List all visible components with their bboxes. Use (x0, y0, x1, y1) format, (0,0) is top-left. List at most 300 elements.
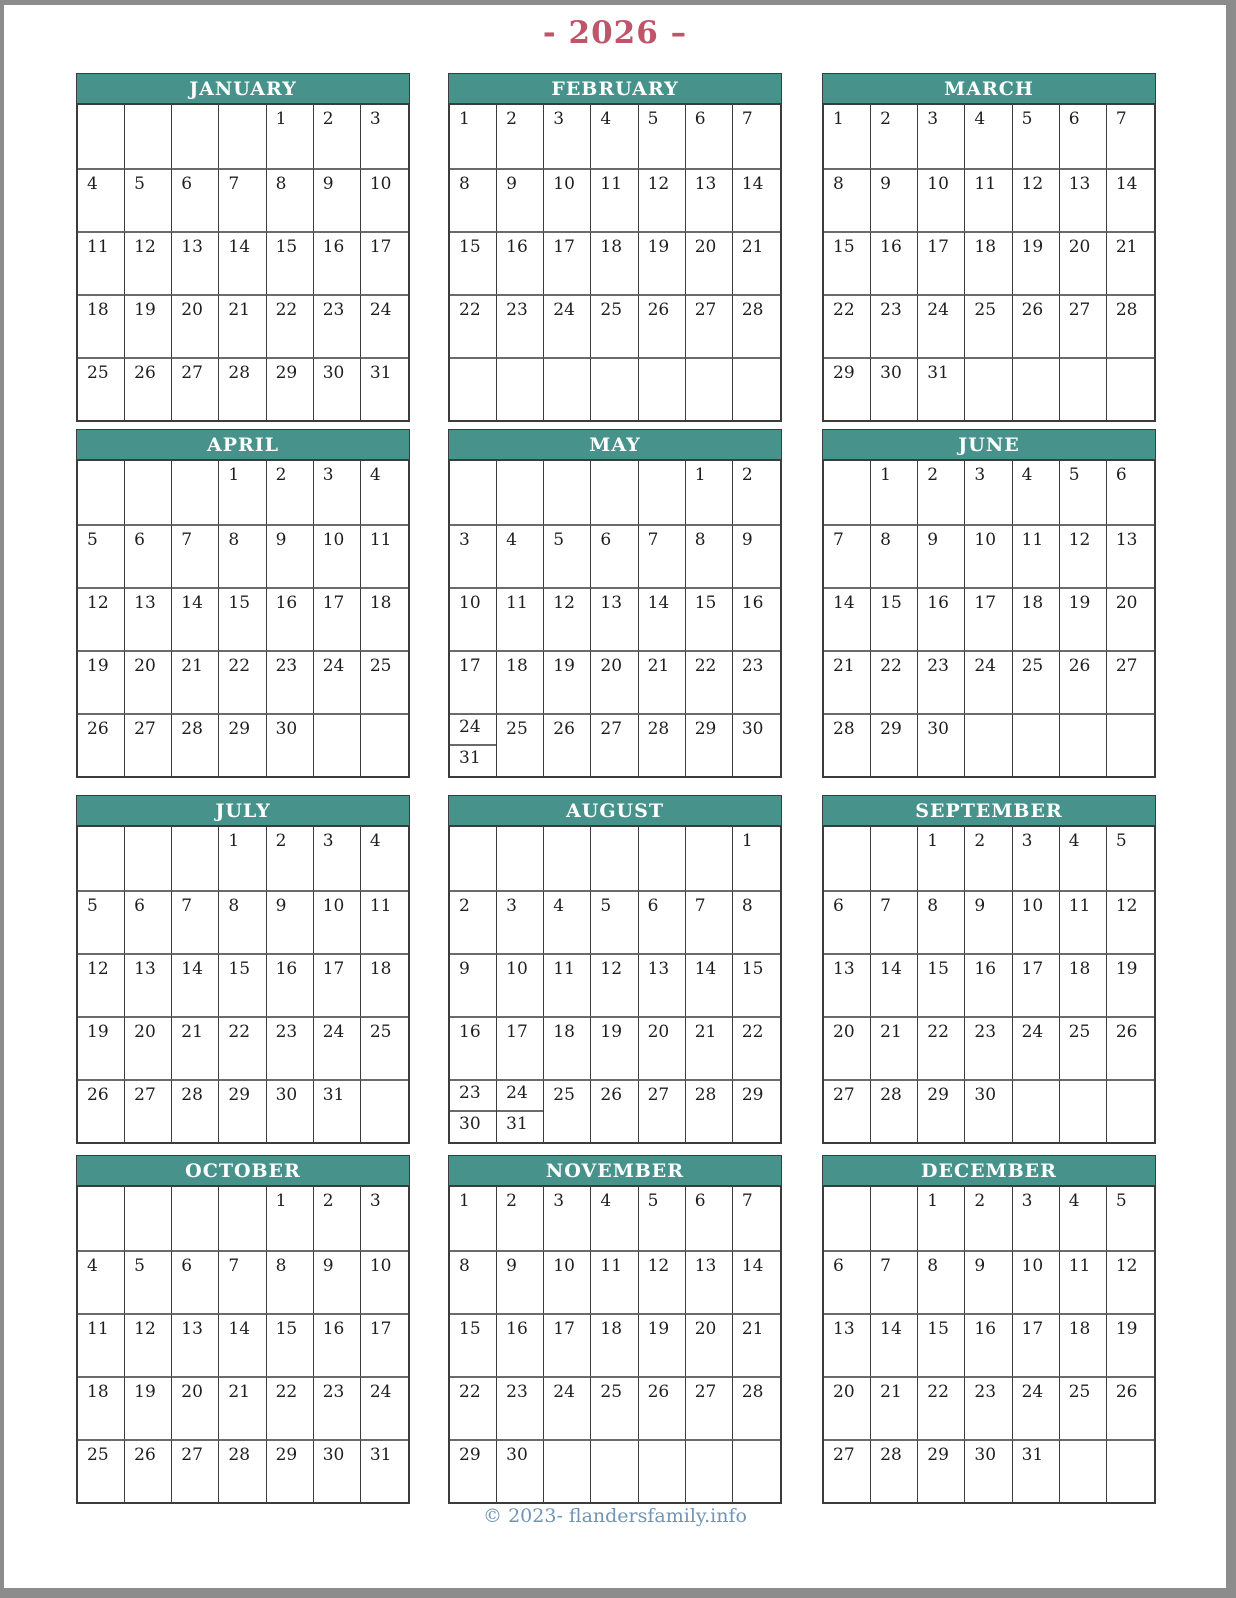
empty-cell (78, 827, 125, 890)
day-cell: 5 (639, 1187, 686, 1250)
day-cell: 3 (450, 524, 497, 587)
empty-cell (871, 1187, 918, 1250)
day-cell: 30 (918, 713, 965, 776)
day-cell: 14 (172, 953, 219, 1016)
month-may (448, 429, 782, 778)
day-cell: 27 (1107, 650, 1154, 713)
day-cell: 11 (1013, 524, 1060, 587)
day-cell: 15 (686, 587, 733, 650)
empty-cell (497, 357, 544, 420)
day-cell: 29 (219, 713, 266, 776)
day-cell: 11 (1060, 1250, 1107, 1313)
empty-cell (172, 827, 219, 890)
empty-cell (686, 1439, 733, 1502)
day-cell: 11 (591, 168, 638, 231)
day-cell: 12 (591, 953, 638, 1016)
day-cell: 11 (497, 587, 544, 650)
month-header: JUNE (822, 429, 1156, 459)
day-cell: 12 (639, 168, 686, 231)
day-cell: 3 (369, 1191, 381, 1211)
day-cell: 14 (219, 231, 266, 294)
day-cell: 6 (172, 168, 219, 231)
day-cell: 7 (219, 168, 266, 231)
day-cell: 12 (78, 953, 125, 1016)
day-cell: 26 (639, 1376, 686, 1439)
day-cell: 26 (1107, 1376, 1154, 1439)
day-cell: 6 (125, 890, 172, 953)
day-cell: 6 (824, 890, 871, 953)
day-cell: 10 (314, 890, 361, 953)
day-cell: 13 (125, 587, 172, 650)
day-cell: 1 (871, 461, 918, 524)
day-cell: 2 (314, 105, 361, 168)
month-header: JULY (76, 795, 410, 825)
day-cell: 6 (686, 1187, 733, 1250)
day-cell: 23 (314, 1376, 361, 1439)
empty-cell (172, 1187, 219, 1250)
day-cell: 24 (314, 1016, 361, 1079)
calendar-page (4, 5, 1226, 1588)
month-header: JANUARY (76, 73, 410, 103)
day-cell: 3 (965, 461, 1012, 524)
empty-cell (1107, 713, 1154, 776)
day-cell: 14 (824, 587, 871, 650)
month-grid (448, 459, 782, 778)
day-cell: 28 (824, 713, 871, 776)
day-cell: 13 (639, 953, 686, 1016)
day-cell: 11 (78, 231, 125, 294)
day-cell: 5 (1060, 461, 1107, 524)
day-cell: 31 (459, 747, 481, 768)
day-cell: 8 (733, 890, 780, 953)
day-cell: 7 (639, 524, 686, 587)
day-cell: 11 (361, 524, 408, 587)
day-cell: 7 (172, 524, 219, 587)
day-cell: 20 (172, 294, 219, 357)
day-cell: 8 (686, 524, 733, 587)
day-cell: 25 (591, 294, 638, 357)
day-cell: 16 (733, 587, 780, 650)
day-cell: 10 (314, 524, 361, 587)
day-cell: 4 (1060, 827, 1107, 890)
day-cell: 27 (824, 1439, 871, 1502)
day-cell: 17 (361, 231, 408, 294)
day-cell: 9 (314, 168, 361, 231)
empty-cell (591, 461, 638, 524)
day-cell: 12 (1060, 524, 1107, 587)
day-cell: 5 (1013, 105, 1060, 168)
day-cell: 20 (639, 1016, 686, 1079)
day-cell: 4 (591, 105, 638, 168)
day-cell: 25 (1013, 650, 1060, 713)
day-cell: 23 (497, 1376, 544, 1439)
day-cell: 31 (1013, 1439, 1060, 1502)
day-cell: 15 (871, 587, 918, 650)
day-cell: 4 (1060, 1187, 1107, 1250)
day-cell: 7 (741, 109, 753, 129)
month-grid (448, 103, 782, 422)
day-cell: 14 (871, 953, 918, 1016)
day-cell: 13 (686, 1250, 733, 1313)
day-cell: 16 (965, 953, 1012, 1016)
day-cell: 24 (497, 1081, 543, 1112)
month-grid (76, 1185, 410, 1504)
day-cell: 25 (361, 650, 408, 713)
day-cell: 19 (591, 1016, 638, 1079)
day-cell: 22 (918, 1016, 965, 1079)
empty-cell (1013, 1079, 1060, 1142)
day-cell: 9 (871, 168, 918, 231)
day-cell: 17 (450, 650, 497, 713)
day-cell: 24 (965, 650, 1012, 713)
month-july (76, 795, 410, 1144)
day-cell: 6 (1060, 105, 1107, 168)
day-cell: 5 (78, 524, 125, 587)
month-header: OCTOBER (76, 1155, 410, 1185)
empty-cell (544, 461, 591, 524)
day-cell: 19 (1107, 953, 1154, 1016)
day-cell: 20 (1107, 587, 1154, 650)
month-header: DECEMBER (822, 1155, 1156, 1185)
day-cell: 23 (314, 294, 361, 357)
day-cell: 12 (1107, 1250, 1154, 1313)
day-cell: 19 (544, 650, 591, 713)
day-cell: 9 (965, 1250, 1012, 1313)
day-cell: 23 (733, 650, 780, 713)
day-cell: 15 (450, 1313, 497, 1376)
empty-cell (1107, 1079, 1154, 1142)
day-cell: 7 (1115, 109, 1127, 129)
empty-cell (544, 827, 591, 890)
day-cell: 16 (965, 1313, 1012, 1376)
day-cell: 7 (824, 524, 871, 587)
empty-cell (1060, 357, 1107, 420)
empty-cell (733, 357, 780, 420)
empty-cell (686, 357, 733, 420)
day-cell: 19 (78, 650, 125, 713)
day-cell: 2 (497, 105, 544, 168)
month-header: MARCH (822, 73, 1156, 103)
day-cell: 2 (965, 827, 1012, 890)
day-cell: 3 (544, 1187, 591, 1250)
day-cell: 19 (1107, 1313, 1154, 1376)
day-cell: 28 (639, 713, 686, 776)
day-cell: 4 (78, 168, 125, 231)
empty-cell (219, 105, 266, 168)
day-cell: 5 (639, 105, 686, 168)
day-cell: 14 (686, 953, 733, 1016)
day-cell: 16 (497, 231, 544, 294)
day-cell: 21 (219, 1376, 266, 1439)
month-january (76, 73, 410, 422)
day-cell: 19 (125, 1376, 172, 1439)
day-cell: 19 (78, 1016, 125, 1079)
day-cell: 22 (450, 294, 497, 357)
day-cell: 21 (686, 1016, 733, 1079)
day-cell: 29 (733, 1079, 780, 1142)
empty-cell (1107, 1439, 1154, 1502)
day-cell-split (497, 1079, 544, 1142)
day-cell: 12 (1107, 890, 1154, 953)
empty-cell (1013, 713, 1060, 776)
day-cell: 27 (172, 1439, 219, 1502)
month-september (822, 795, 1156, 1144)
day-cell: 1 (267, 105, 314, 168)
month-grid (76, 825, 410, 1144)
day-cell: 13 (591, 587, 638, 650)
day-cell: 31 (506, 1113, 528, 1134)
day-cell: 9 (497, 168, 544, 231)
day-cell: 27 (1060, 294, 1107, 357)
empty-cell (639, 1439, 686, 1502)
day-cell: 14 (172, 587, 219, 650)
day-cell: 25 (544, 1079, 591, 1142)
day-cell: 26 (125, 1439, 172, 1502)
day-cell: 27 (172, 357, 219, 420)
day-cell: 2 (267, 461, 314, 524)
day-cell: 17 (544, 1313, 591, 1376)
empty-cell (591, 827, 638, 890)
empty-cell (497, 461, 544, 524)
day-cell: 29 (219, 1079, 266, 1142)
day-cell: 14 (219, 1313, 266, 1376)
month-june (822, 429, 1156, 778)
day-cell: 3 (544, 105, 591, 168)
day-cell: 10 (450, 587, 497, 650)
day-cell: 5 (125, 168, 172, 231)
day-cell: 8 (267, 1250, 314, 1313)
day-cell: 18 (1060, 953, 1107, 1016)
day-cell: 22 (824, 294, 871, 357)
day-cell: 20 (125, 1016, 172, 1079)
day-cell: 26 (1060, 650, 1107, 713)
day-cell: 10 (544, 168, 591, 231)
day-cell: 18 (497, 650, 544, 713)
empty-cell (1107, 357, 1154, 420)
day-cell: 1 (918, 827, 965, 890)
day-cell: 25 (497, 713, 544, 776)
empty-cell (219, 1187, 266, 1250)
day-cell: 8 (918, 890, 965, 953)
day-cell: 13 (1107, 524, 1154, 587)
day-cell: 21 (871, 1016, 918, 1079)
day-cell: 25 (361, 1016, 408, 1079)
day-cell: 7 (871, 1250, 918, 1313)
day-cell: 18 (1013, 587, 1060, 650)
day-cell: 25 (1060, 1016, 1107, 1079)
day-cell: 6 (172, 1250, 219, 1313)
day-cell: 2 (741, 465, 753, 485)
day-cell: 8 (267, 168, 314, 231)
day-cell: 24 (544, 294, 591, 357)
month-header: FEBRUARY (448, 73, 782, 103)
empty-cell (78, 105, 125, 168)
day-cell: 6 (686, 105, 733, 168)
day-cell: 23 (918, 650, 965, 713)
day-cell: 16 (497, 1313, 544, 1376)
day-cell: 16 (314, 231, 361, 294)
day-cell: 6 (591, 524, 638, 587)
day-cell: 4 (369, 465, 381, 485)
day-cell: 2 (871, 105, 918, 168)
day-cell: 24 (314, 650, 361, 713)
day-cell-split (450, 713, 497, 776)
day-cell: 23 (871, 294, 918, 357)
day-cell: 20 (591, 650, 638, 713)
day-cell: 12 (125, 1313, 172, 1376)
day-cell: 4 (591, 1187, 638, 1250)
day-cell: 15 (219, 587, 266, 650)
day-cell: 19 (1013, 231, 1060, 294)
day-cell: 5 (78, 890, 125, 953)
empty-cell (544, 1439, 591, 1502)
day-cell: 21 (1107, 231, 1154, 294)
month-october (76, 1155, 410, 1504)
day-cell: 21 (219, 294, 266, 357)
day-cell: 14 (639, 587, 686, 650)
copyright-footer: © 2023- flandersfamily.info (483, 1505, 747, 1527)
day-cell: 29 (918, 1079, 965, 1142)
day-cell: 27 (639, 1079, 686, 1142)
day-cell: 4 (497, 524, 544, 587)
day-cell: 24 (544, 1376, 591, 1439)
day-cell: 25 (965, 294, 1012, 357)
day-cell: 4 (1013, 461, 1060, 524)
day-cell: 3 (369, 109, 381, 129)
day-cell: 1 (219, 827, 266, 890)
day-cell: 8 (219, 524, 266, 587)
day-cell: 28 (219, 1439, 266, 1502)
day-cell: 18 (965, 231, 1012, 294)
day-cell: 21 (639, 650, 686, 713)
day-cell: 11 (544, 953, 591, 1016)
day-cell: 26 (544, 713, 591, 776)
empty-cell (78, 1187, 125, 1250)
day-cell: 30 (459, 1113, 481, 1134)
month-header: SEPTEMBER (822, 795, 1156, 825)
day-cell: 16 (871, 231, 918, 294)
day-cell: 28 (686, 1079, 733, 1142)
day-cell: 5 (1115, 1191, 1127, 1211)
day-cell: 21 (871, 1376, 918, 1439)
day-cell: 7 (172, 890, 219, 953)
day-cell: 12 (125, 231, 172, 294)
day-cell: 3 (314, 827, 361, 890)
day-cell: 17 (1013, 1313, 1060, 1376)
empty-cell (361, 713, 408, 776)
day-cell: 8 (918, 1250, 965, 1313)
day-cell: 22 (450, 1376, 497, 1439)
day-cell: 4 (965, 105, 1012, 168)
day-cell: 9 (267, 524, 314, 587)
day-cell: 2 (314, 1187, 361, 1250)
day-cell: 25 (78, 357, 125, 420)
day-cell: 1 (741, 831, 753, 851)
day-cell: 10 (1013, 890, 1060, 953)
day-cell: 26 (591, 1079, 638, 1142)
day-cell: 3 (918, 105, 965, 168)
day-cell: 24 (361, 294, 408, 357)
empty-cell (125, 461, 172, 524)
day-cell: 4 (78, 1250, 125, 1313)
year-title: - 2026 – (542, 15, 688, 51)
day-cell: 11 (591, 1250, 638, 1313)
empty-cell (450, 827, 497, 890)
day-cell: 15 (918, 953, 965, 1016)
day-cell: 26 (1013, 294, 1060, 357)
day-cell: 16 (314, 1313, 361, 1376)
day-cell: 19 (1060, 587, 1107, 650)
day-cell: 22 (733, 1016, 780, 1079)
day-cell: 1 (267, 1187, 314, 1250)
day-cell: 2 (965, 1187, 1012, 1250)
day-cell: 22 (267, 1376, 314, 1439)
day-cell: 29 (450, 1439, 497, 1502)
day-cell: 20 (824, 1376, 871, 1439)
day-cell: 24 (361, 1376, 408, 1439)
day-cell: 31 (361, 1439, 408, 1502)
empty-cell (497, 827, 544, 890)
empty-cell (639, 827, 686, 890)
empty-cell (125, 105, 172, 168)
day-cell: 1 (450, 1187, 497, 1250)
day-cell: 23 (267, 1016, 314, 1079)
day-cell: 15 (918, 1313, 965, 1376)
day-cell: 9 (918, 524, 965, 587)
day-cell: 13 (824, 1313, 871, 1376)
day-cell: 29 (871, 713, 918, 776)
day-cell: 11 (361, 890, 408, 953)
day-cell: 31 (918, 357, 965, 420)
day-cell: 13 (125, 953, 172, 1016)
day-cell: 29 (267, 1439, 314, 1502)
day-cell: 20 (824, 1016, 871, 1079)
day-cell: 17 (314, 587, 361, 650)
day-cell: 20 (1060, 231, 1107, 294)
day-cell: 8 (450, 168, 497, 231)
day-cell: 16 (918, 587, 965, 650)
day-cell: 8 (871, 524, 918, 587)
day-cell: 16 (267, 587, 314, 650)
day-cell: 8 (219, 890, 266, 953)
day-cell: 2 (267, 827, 314, 890)
day-cell: 27 (591, 713, 638, 776)
day-cell: 30 (965, 1439, 1012, 1502)
day-cell: 18 (1060, 1313, 1107, 1376)
day-cell: 21 (172, 1016, 219, 1079)
empty-cell (361, 1079, 408, 1142)
day-cell: 25 (591, 1376, 638, 1439)
day-cell: 12 (639, 1250, 686, 1313)
day-cell: 15 (267, 1313, 314, 1376)
day-cell: 19 (639, 231, 686, 294)
day-cell: 18 (361, 587, 408, 650)
day-cell: 30 (733, 713, 780, 776)
day-cell: 30 (871, 357, 918, 420)
day-cell: 28 (871, 1439, 918, 1502)
day-cell: 17 (544, 231, 591, 294)
day-cell: 21 (172, 650, 219, 713)
day-cell: 13 (172, 1313, 219, 1376)
month-header: AUGUST (448, 795, 782, 825)
day-cell: 2 (918, 461, 965, 524)
day-cell: 22 (219, 650, 266, 713)
day-cell: 9 (497, 1250, 544, 1313)
month-grid (822, 1185, 1156, 1504)
day-cell: 24 (1013, 1376, 1060, 1439)
month-march (822, 73, 1156, 422)
day-cell: 15 (450, 231, 497, 294)
